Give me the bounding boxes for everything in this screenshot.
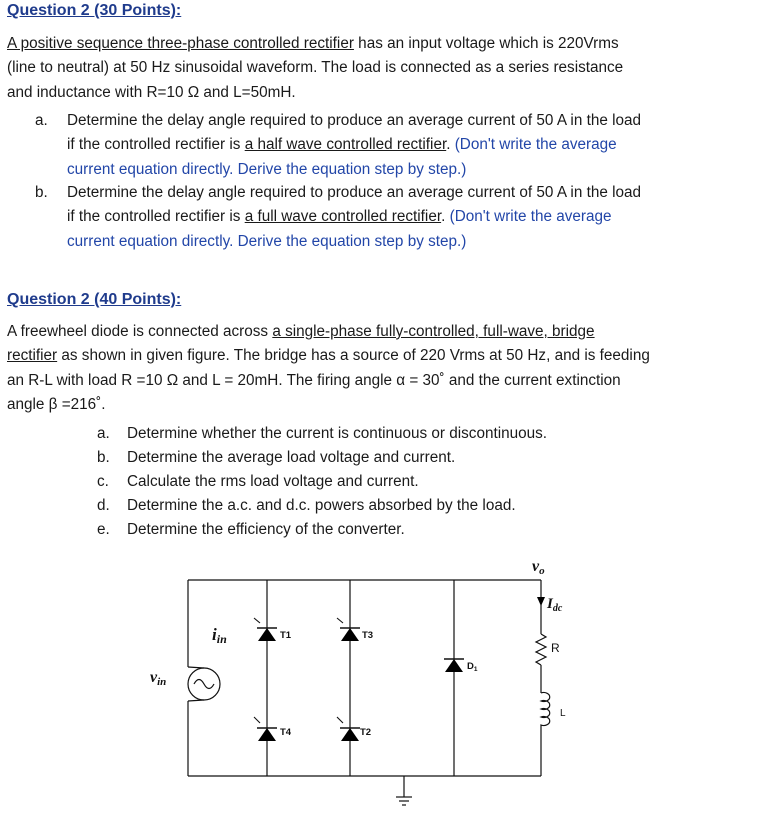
q1-item-label: b. [35, 184, 48, 201]
q1-intro-underlined: A positive sequence three-phase controlled rectifier [7, 35, 354, 52]
label-d1: $D_1$ [467, 661, 478, 673]
q2-item-label: e. [97, 521, 110, 538]
q1-item-line2-pre: if the controlled rectifier is [67, 136, 245, 154]
q1-item-label: a. [35, 112, 48, 129]
q2-item-label: b. [97, 449, 110, 466]
circuit-wires [188, 580, 541, 805]
thyristor-t4 [254, 717, 277, 741]
q2-item-label: d. [97, 497, 110, 514]
thyristor-t2 [337, 717, 360, 741]
diode-d1 [444, 659, 464, 672]
q1-item-dot: . [441, 208, 450, 226]
q2-line3: an R-L with load R =10 Ω and L = 20mH. The firing angle α = 30˚ and the current extinction [7, 371, 621, 389]
q2-line2-rest: as shown in given figure. The bridge has a source of 220 Vrms at 50 Hz, and is feeding [57, 347, 650, 365]
current-arrow-icon [537, 597, 545, 606]
q2-line1-underlined: a single-phase fully-controlled, full-wave, bridge [272, 323, 595, 340]
label-t2: T2 [360, 727, 372, 738]
label-r: R [551, 641, 560, 655]
q2-item-label: a. [97, 425, 110, 442]
q1-item-line1: Determine the delay angle required to produce an average current of 50 A in the load [67, 112, 642, 129]
q2-item-text: Determine whether the current is continuous or discontinuous. [127, 425, 548, 442]
q1-intro-line1: has an input voltage which is 220Vrms [353, 35, 619, 52]
label-vin: vin [150, 669, 167, 688]
q1-item-note-2: current equation directly. Derive the equation step by step.) [67, 160, 467, 178]
q2-item-text: Determine the a.c. and d.c. powers absorbed by the load. [127, 497, 516, 514]
q1-item-underlined: a full wave controlled rectifier [244, 208, 442, 226]
resistor-r [536, 634, 546, 665]
label-t1: T1 [280, 630, 292, 641]
q1-item-dot: . [446, 136, 455, 154]
label-idc: $I_{dc}$ [547, 596, 563, 614]
q2-item-text: Determine the efficiency of the converter. [127, 521, 405, 538]
q2-line4: angle β =216˚. [7, 395, 106, 413]
q1-item-note-1: (Don't write the average [449, 208, 612, 226]
q1-item-note-2: current equation directly. Derive the equation step by step.) [67, 232, 467, 250]
q2-item-text: Calculate the rms load voltage and current. [127, 473, 419, 490]
q2-line1-pre: A freewheel diode is connected across [7, 323, 273, 340]
q2-item-text: Determine the average load voltage and current. [127, 449, 456, 466]
q2-title: Question 2 (40 Points): [7, 291, 182, 308]
thyristor-t1 [254, 618, 277, 641]
q2-item-label: c. [97, 473, 109, 490]
q1-item-line2-pre: if the controlled rectifier is [67, 208, 245, 226]
q1-intro-line3: and inductance with R=10 Ω and L=50mH. [7, 83, 296, 101]
q1-item-note-1: (Don't write the average [454, 136, 617, 154]
label-t4: T4 [280, 727, 292, 738]
inductor-l [541, 693, 550, 732]
label-l: L [560, 708, 566, 719]
q1-item-underlined: a half wave controlled rectifier [244, 136, 447, 154]
thyristor-t3 [337, 618, 360, 641]
q1-intro-line2: (line to neutral) at 50 Hz sinusoidal waveform. The load is connected as a series resistance [7, 59, 624, 77]
q1-title: Question 2 (30 Points): [7, 2, 182, 19]
q1-item-line1: Determine the delay angle required to produce an average current of 50 A in the load [67, 184, 642, 201]
q2-line2-underlined: rectifier [7, 347, 58, 365]
label-t3: T3 [362, 630, 374, 641]
label-iin: iin [212, 625, 227, 646]
label-vo: vo [532, 558, 545, 577]
